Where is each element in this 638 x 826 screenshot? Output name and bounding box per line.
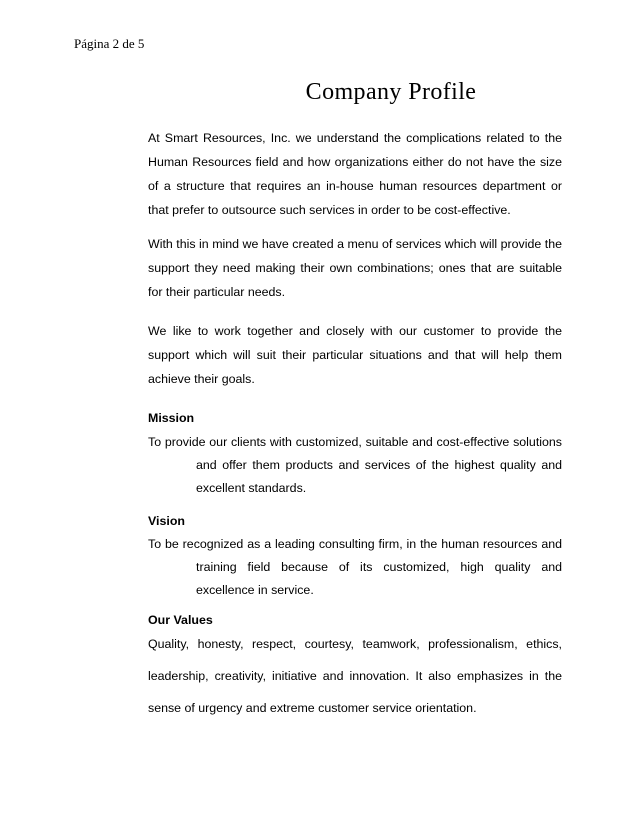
page-title: Company Profile <box>305 79 477 105</box>
intro-paragraph: At Smart Resources, Inc. we understand the complications related to the Human Resources field and how organizations either do not have the size of a structure that requires an in-house human resources department or that prefer to outsource such services in order to be cost-effective. <box>148 131 562 217</box>
mission-text: To provide our clients with customized, suitable and cost-effective solutions and offer them products and services of the highest quality and excellent standards. <box>148 435 562 495</box>
values-text: Quality, honesty, respect, courtesy, teamwork, professionalism, ethics, leadership, creativity, initiative and innovation. It also emphasizes in the sense of urgency and extreme customer service orientation. <box>148 637 562 715</box>
mission-heading: Mission <box>148 411 195 425</box>
vision-heading: Vision <box>148 514 185 528</box>
vision-text: To be recognized as a leading consulting firm, in the human resources and training field because of its customized, high quality and excellence in service. <box>148 537 562 597</box>
services-paragraph: With this in mind we have created a menu of services which will provide the support they need making their own combinations; ones that are suitable for their particular needs. <box>148 237 562 299</box>
page-number: Página 2 de 5 <box>74 36 145 51</box>
values-heading: Our Values <box>148 613 213 627</box>
collaboration-paragraph: We like to work together and closely with our customer to provide the support which will suit their particular situations and that will help them achieve their goals. <box>148 324 562 386</box>
